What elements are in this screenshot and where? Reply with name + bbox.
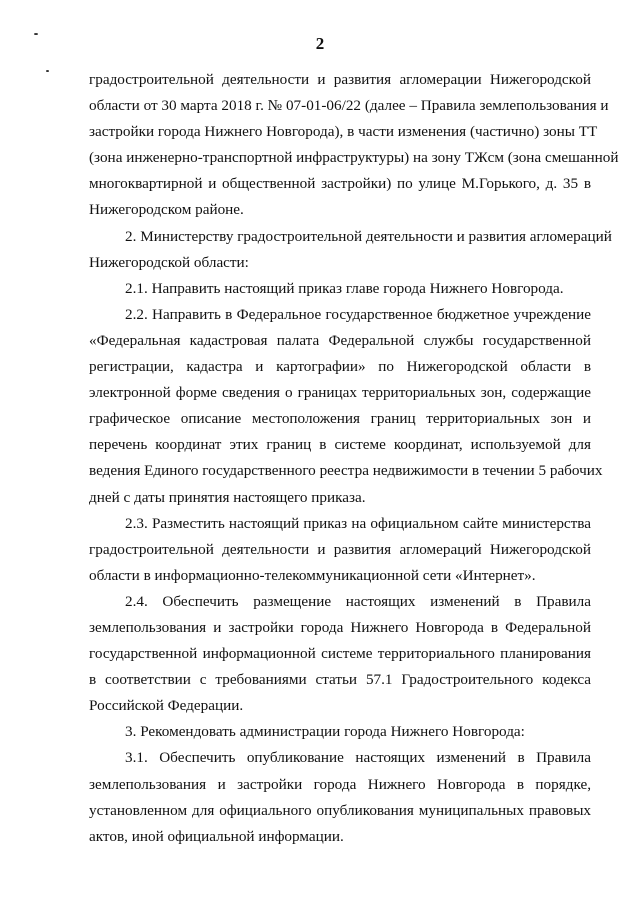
text-line: 3.1. Обеспечить опубликование настоящих изменений в Правила — [125, 749, 591, 767]
text-line: электронной форме сведения о границах территориальных зон, содержащие — [89, 384, 591, 402]
paragraph-item-2-4 — [89, 589, 591, 719]
paragraph-item-2-3 — [89, 511, 591, 589]
text-line: Нижегородском районе. — [89, 201, 244, 219]
text-line: землепользования и застройки города Нижнего Новгорода в Федеральной — [89, 618, 591, 636]
paragraph-intro-continuation — [89, 67, 619, 224]
page-number: 2 — [315, 34, 325, 53]
text-line: многоквартирной и общественной застройки) по улице М.Горького, д. 35 в — [89, 175, 591, 193]
text-line: (зона инженерно-транспортной инфраструктуры) на зону ТЖсм (зона смешанной — [89, 149, 619, 167]
paragraph-item-2-1 — [89, 276, 591, 302]
text-line: ведения Единого государственного реестра недвижимости в течении 5 рабочих — [89, 462, 603, 480]
text-line: землепользования и застройки города Нижнего Новгорода в порядке, — [89, 775, 591, 793]
text-line: дней с даты принятия настоящего приказа. — [89, 488, 366, 506]
text-line: регистрации, кадастра и картографии» по Нижегородской области в — [89, 358, 591, 376]
paragraph-item-3 — [89, 719, 591, 745]
text-line: «Федеральная кадастровая палата Федеральной службы государственной — [89, 331, 591, 349]
text-line: графическое описание местоположения границ территориальных зон и — [89, 410, 591, 428]
text-line: градостроительной деятельности и развития агломерации Нижегородской — [89, 71, 591, 88]
text-line: застройки города Нижнего Новгорода), в части изменения (частично) зоны ТТ — [89, 123, 598, 141]
text-line: градостроительной деятельности и развития агломераций Нижегородской — [89, 540, 591, 558]
paragraph-item-3-1 — [89, 745, 591, 849]
text-line: 2.4. Обеспечить размещение настоящих изменений в Правила — [125, 592, 591, 610]
document-body — [89, 67, 619, 850]
text-line: перечень координат этих границ в системе координат, используемой для — [89, 436, 591, 454]
scan-speck — [46, 70, 49, 72]
paragraph-item-2-2 — [89, 302, 603, 511]
text-line: 2. Министерству градостроительной деятельности и развития агломераций — [125, 227, 612, 245]
text-line: установленном для официального опубликования муниципальных правовых — [89, 801, 591, 819]
paragraph-item-2 — [89, 224, 612, 276]
text-line: 3. Рекомендовать администрации города Нижнего Новгорода: — [125, 723, 525, 741]
text-line: области от 30 марта 2018 г. № 07-01-06/22 (далее – Правила землепользования и — [89, 97, 609, 115]
text-line: 2.2. Направить в Федеральное государственное бюджетное учреждение — [125, 305, 591, 323]
text-line: актов, иной официальной информации. — [89, 827, 344, 845]
text-line: государственной информационной системе территориального планирования — [89, 645, 591, 663]
text-line: Нижегородской области: — [89, 253, 249, 271]
text-line: 2.1. Направить настоящий приказ главе города Нижнего Новгорода. — [125, 279, 564, 297]
text-line: в соответствии с требованиями статьи 57.1 Градостроительного кодекса — [89, 671, 591, 689]
text-line: 2.3. Разместить настоящий приказ на официальном сайте министерства — [125, 514, 591, 532]
text-line: Российской Федерации. — [89, 697, 244, 715]
text-line: области в информационно-телекоммуникационной сети «Интернет». — [89, 566, 536, 584]
